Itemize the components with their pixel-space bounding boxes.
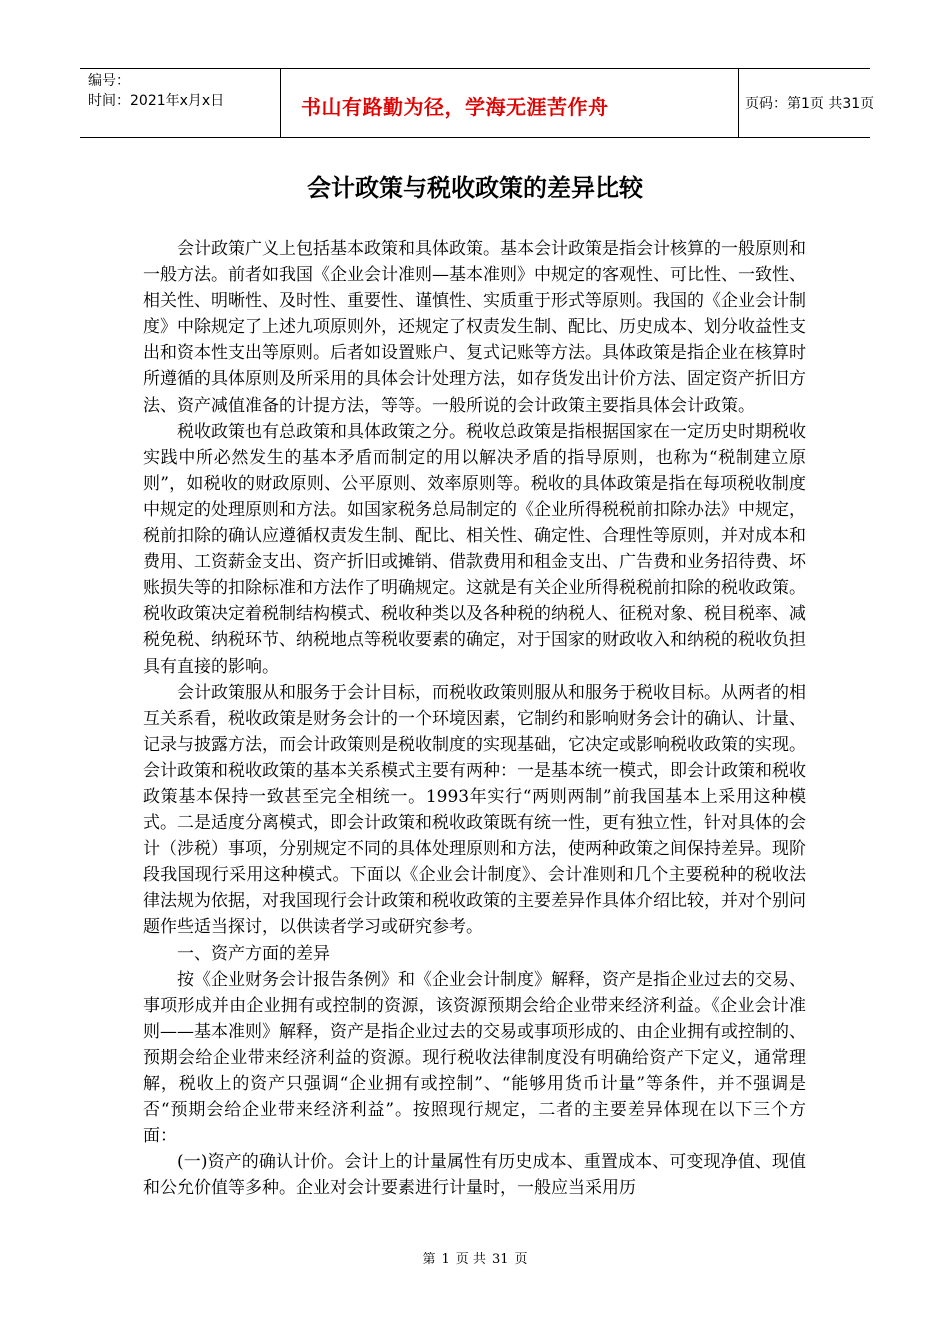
page-footer: [0, 1248, 950, 1267]
document-body: [143, 236, 806, 1201]
section-heading: 一、资产方面的差异: [177, 943, 330, 964]
footer-mid: 页 共: [455, 1252, 486, 1267]
footer-total: 31: [491, 1252, 509, 1267]
header-meta: [88, 71, 284, 111]
paragraph: 会计政策广义上包括基本政策和具体政策。基本会计政策是指会计核算的一般原则和一般方法。前者如我国《企业会计准则—基本准则》中规定的客观性、可比性、一致性、相关性、明晰性、及时性、重要性、谨慎性、实质重于形式等原则。我国的《企业会计制度》中除规定了上述九项原则外，还规定了权责发生制、配比、历史成本、划分收益性支出和资本性支出等原则。后者如设置账户、复式记账等方法。具体政策是指企业在核算时所遵循的具体原则及所采用的具体会计处理方法，如存货发出计价方法、固定资产折旧方法、资产减值准备的计提方法，等等。一般所说的会计政策主要指具体会计政策。: [143, 239, 806, 416]
paragraph: 会计政策服从和服务于会计目标，而税收政策则服从和服务于税收目标。从两者的相互关系看，税收政策是财务会计的一个环境因素，它制约和影响财务会计的确认、计量、记录与披露方法，而会计政策则是税收制度的实现基础，它决定或影响税收政策的实现。会计政策和税收政策的基本关系模式主要有两种：一是基本统一模式，即会计政策和税收政策基本保持一致甚至完全相统一。1993年实行“两则两制”前我国基本上采用这种模式。二是适度分离模式，即会计政策和税收政策既有统一性，更有独立性，针对具体的会计（涉税）事项，分别规定不同的具体处理原则和方法，使两种政策之间保持差异。现阶段我国现行采用这种模式。下面以《企业会计制度》、会计准则和几个主要税种的税收法律法规为依据，对我国现行会计政策和税收政策的主要差异作具体介绍比较，并对个别问题作些适当探讨，以供读者学习或研究参考。: [143, 682, 806, 938]
time-label: 时间：2021年x月x日: [88, 93, 225, 109]
number-label: 编号：: [88, 73, 130, 89]
document-title: 会计政策与税收政策的差异比较: [307, 174, 643, 202]
paragraph: 税收政策也有总政策和具体政策之分。税收总政策是指根据国家在一定历史时期税收实践中所必然发生的基本矛盾而制定的用以解决矛盾的指导原则，也称为“税制建立原则”，如税收的财政原则、公平原则、效率原则等。税收的具体政策是指在每项税收制度中规定的处理原则和方法。如国家税务总局制定的《企业所得税税前扣除办法》中规定，税前扣除的确认应遵循权责发生制、配比、相关性、确定性、合理性等原则，并对成本和费用、工资薪金支出、资产折旧或摊销、借款费用和租金支出、广告费和业务招待费、坏账损失等的扣除标准和方法作了明确规定。这就是有关企业所得税税前扣除的税收政策。税收政策决定着税制结构模式、税收种类以及各种税的纳税人、征税对象、税目税率、减税免税、纳税环节、纳税地点等税收要素的确定，对于国家的财政收入和纳税的税收负担具有直接的影响。: [143, 421, 806, 677]
footer-suffix: 页: [514, 1252, 528, 1267]
footer-page: 1: [441, 1252, 450, 1267]
header-motto-cell: [280, 69, 739, 137]
paragraph: (一)资产的确认计价。会计上的计量属性有历史成本、重置成本、可变现净值、现值和公允价值等多种。企业对会计要素进行计量时，一般应当采用历: [143, 1152, 806, 1199]
paragraph: 按《企业财务会计报告条例》和《企业会计制度》解释，资产是指企业过去的交易、事项形成并由企业拥有或控制的资源，该资源预期会给企业带来经济利益。《企业会计准则——基本准则》解释，资产是指企业过去的交易或事项形成的、由企业拥有或控制的、预期会给企业带来经济利益的资源。现行税收法律制度没有明确给资产下定义，通常理解，税收上的资产只强调“企业拥有或控制”、“能够用货币计量”等条件，并不强调是否“预期会给企业带来经济利益”。按照现行规定，二者的主要差异体现在以下三个方面：: [143, 969, 806, 1147]
footer-prefix: 第: [422, 1252, 436, 1267]
motto-text: 书山有路勤为径，学海无涯苦作舟: [301, 95, 609, 119]
page-header: [80, 68, 875, 138]
page-info: 页码：第1页 共31页: [745, 96, 875, 112]
